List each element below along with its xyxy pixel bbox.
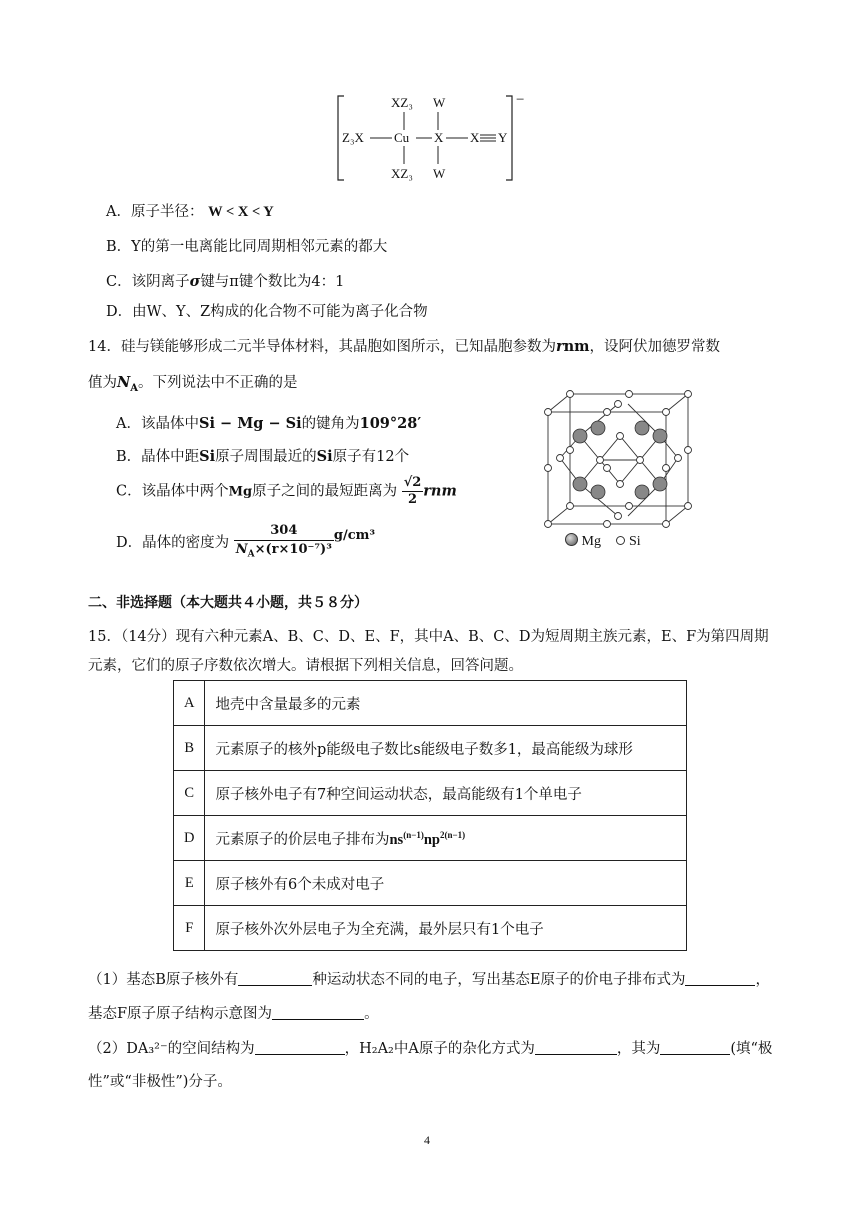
q14-a-mid: 的键角为 — [301, 416, 360, 432]
q14-option-c — [116, 475, 457, 508]
legend-si-label: Si — [628, 534, 641, 549]
q15-s1d: 基态F原子原子结构示意图为 — [88, 1006, 273, 1022]
q14-d-num: 304 — [234, 522, 334, 541]
q13-option-b: B．Y的第一电离能比同周期相邻元素的都大 — [106, 239, 388, 255]
q13-option-d: D．由W、Y、Z构成的化合物不可能为离子化合物 — [106, 304, 428, 320]
q15-s2c: ，其为 — [616, 1041, 661, 1057]
si-atom — [685, 447, 692, 454]
formula-sup2: 2(n−1) — [439, 829, 466, 840]
q15-sub1-line1 — [88, 970, 770, 990]
q15-sub2-line2: 性”或“非极性”)分子。 — [88, 1074, 232, 1090]
valence-formula — [389, 829, 466, 848]
struct-top-right: W — [433, 95, 446, 110]
q15-s2a: （2）DA₃²⁻的空间结构为 — [88, 1041, 255, 1057]
q14-c-pre: C．该晶体中两个 — [116, 483, 229, 500]
struct-bot-left: XZ₃ — [391, 166, 413, 181]
crystal-legend — [565, 533, 641, 550]
q15-s1c: ， — [755, 972, 770, 988]
si-atom — [663, 465, 670, 472]
mg-atom — [573, 429, 587, 443]
answer-blank[interactable] — [535, 1040, 617, 1055]
mg-atom — [573, 477, 587, 491]
row-key: F — [174, 906, 205, 951]
q14-stem-line1 — [88, 337, 720, 357]
page-number: 4 — [424, 1133, 430, 1147]
q13-a-text: A．原子半径： — [106, 204, 204, 220]
si-atom — [604, 521, 611, 528]
q14-l1-nm: nm — [563, 338, 590, 355]
q14-l2-na: N — [117, 374, 131, 391]
table-row — [174, 861, 687, 906]
q15-s1e: 。 — [364, 1006, 379, 1022]
row-desc: 地壳中含量最多的元素 — [205, 681, 687, 726]
si-atom — [567, 447, 574, 454]
row-key: A — [174, 681, 205, 726]
q14-b-mid: 原子周围最近的 — [215, 449, 317, 465]
row-desc — [205, 816, 687, 861]
table-row — [174, 681, 687, 726]
q13-c-sigma: σ — [189, 273, 201, 290]
q14-l1-post: ，设阿伏加德罗常数 — [589, 339, 720, 355]
formula-sup1: (n−1) — [403, 829, 424, 840]
q14-c-fraction — [402, 475, 424, 508]
answer-blank[interactable] — [685, 971, 755, 986]
struct-top-left: XZ₃ — [391, 95, 413, 110]
row-key: B — [174, 726, 205, 771]
row-desc: 原子核外次外层电子为全充满，最外层只有1个电子 — [205, 906, 687, 951]
q15-s1b: 种运动状态不同的电子，写出基态E原子的价电子排布式为 — [312, 972, 686, 988]
si-atom — [567, 503, 574, 510]
q13-c-pre: C．该阴离子 — [106, 274, 190, 290]
si-atom — [615, 513, 622, 520]
si-atom — [626, 503, 633, 510]
formula-ns: ns — [389, 831, 404, 848]
answer-blank[interactable] — [238, 971, 312, 986]
mg-atom — [653, 477, 667, 491]
row-key: E — [174, 861, 205, 906]
q14-c-mg: Mg — [228, 484, 253, 500]
q14-a-bond: Si − Mg − Si — [198, 415, 302, 432]
si-atom — [604, 409, 611, 416]
si-atom — [663, 521, 670, 528]
q14-b-si2: Si — [316, 448, 333, 465]
q13-option-a — [106, 202, 274, 222]
row-key: D — [174, 816, 205, 861]
legend-mg-label: Mg — [581, 534, 601, 549]
q14-option-a — [116, 414, 421, 434]
table-row — [174, 726, 687, 771]
q14-b-si: Si — [199, 448, 216, 465]
si-atom — [545, 465, 552, 472]
si-atom — [685, 391, 692, 398]
mg-legend-icon — [565, 533, 578, 546]
si-atom — [637, 457, 644, 464]
struct-mid-2: Cu — [394, 130, 410, 145]
q14-d-fraction — [234, 522, 334, 564]
formula-np: np — [423, 831, 440, 848]
q14-a-angle: 109°28′ — [359, 415, 422, 432]
q14-l2-pre: 值为 — [88, 375, 117, 391]
mg-atom — [653, 429, 667, 443]
struct-mid-1: Z₃X — [342, 130, 364, 145]
q15-stem-line2: 元素，它们的原子序数依次增大。请根据下列相关信息，回答问题。 — [88, 658, 523, 674]
q14-c-post: 原子之间的最短距离为 — [252, 483, 398, 500]
q13-c-post: 键与π键个数比为4：1 — [200, 274, 345, 290]
si-atom — [663, 409, 670, 416]
q14-c-num: √2 — [403, 475, 422, 490]
answer-blank[interactable] — [272, 1005, 364, 1020]
row-desc: 原子核外有6个未成对电子 — [205, 861, 687, 906]
q14-c-den: 2 — [407, 492, 418, 507]
q14-l2-post: 。下列说法中不正确的是 — [138, 375, 298, 391]
q14-l1-pre: 14．硅与镁能够形成二元半导体材料，其晶胞如图所示，已知晶胞参数为 — [88, 339, 556, 355]
q14-c-unit: rnm — [423, 482, 457, 500]
table-row — [174, 906, 687, 951]
struct-mid-5: Y — [498, 130, 508, 145]
q14-d-den-rest: ×(r×10⁻⁷)³ — [254, 542, 332, 557]
q15-s2d: (填“极 — [730, 1041, 773, 1057]
q14-stem-line2 — [88, 373, 298, 399]
table-row — [174, 771, 687, 816]
q14-d-den — [234, 541, 334, 564]
si-atom — [545, 521, 552, 528]
section-2-heading: 二、非选择题（本大题共４小题，共５８分） — [88, 595, 368, 611]
answer-blank[interactable] — [660, 1040, 730, 1055]
q14-d-den-a: A — [247, 549, 255, 560]
struct-mid-3: X — [434, 130, 444, 145]
q14-d-unit: g/cm³ — [333, 527, 376, 543]
si-legend-icon — [616, 536, 625, 545]
mg-atom — [591, 421, 605, 435]
row-key: C — [174, 771, 205, 816]
mg-atom — [635, 421, 649, 435]
row-d-text: 元素原子的价层电子排布为 — [215, 831, 390, 848]
q14-a-pre: A．该晶体中 — [116, 416, 199, 432]
q14-l1-r: r — [555, 338, 564, 355]
si-atom — [675, 455, 682, 462]
element-info-table — [173, 680, 687, 951]
q15-s2b: ，H₂A₂中A原子的杂化方式为 — [344, 1041, 535, 1057]
q14-option-d — [116, 522, 375, 564]
q14-d-den-n: N — [235, 542, 248, 557]
crystal-cell-figure — [540, 388, 700, 536]
q14-b-pre: B．晶体中距 — [116, 449, 200, 465]
q15-sub2-line1 — [88, 1039, 772, 1059]
si-atom — [567, 391, 574, 398]
si-atom — [545, 409, 552, 416]
q15-s1a: （1）基态B原子核外有 — [88, 972, 239, 988]
si-atom — [604, 465, 611, 472]
q13-option-c — [106, 272, 344, 292]
si-atom — [615, 401, 622, 408]
q14-option-b — [116, 447, 409, 467]
si-atom — [617, 433, 624, 440]
q15-sub1-line2 — [88, 1004, 379, 1024]
si-atom — [597, 457, 604, 464]
row-desc: 元素原子的核外p能级电子数比s能级电子数多1，最高能级为球形 — [205, 726, 687, 771]
q13-a-math: W < X < Y — [208, 204, 274, 220]
q14-l2-a: A — [130, 382, 139, 394]
si-atom — [617, 481, 624, 488]
q14-b-post: 原子有12个 — [332, 449, 410, 465]
q14-d-pre: D．晶体的密度为 — [116, 534, 230, 551]
si-atom — [626, 391, 633, 398]
si-atom — [685, 503, 692, 510]
struct-charge: − — [516, 92, 525, 108]
q15-stem-line1: 15．（14分）现有六种元素A、B、C、D、E、F，其中A、B、C、D为短周期主族元素，E、F为第四周期 — [88, 629, 769, 645]
answer-blank[interactable] — [255, 1040, 345, 1055]
si-atom — [557, 455, 564, 462]
mg-atom — [635, 485, 649, 499]
struct-bot-right: W — [433, 166, 446, 181]
table-row — [174, 816, 687, 861]
struct-mid-4: X — [470, 130, 480, 145]
row-desc: 原子核外电子有7种空间运动状态，最高能级有1个单电子 — [205, 771, 687, 816]
mg-atom — [591, 485, 605, 499]
